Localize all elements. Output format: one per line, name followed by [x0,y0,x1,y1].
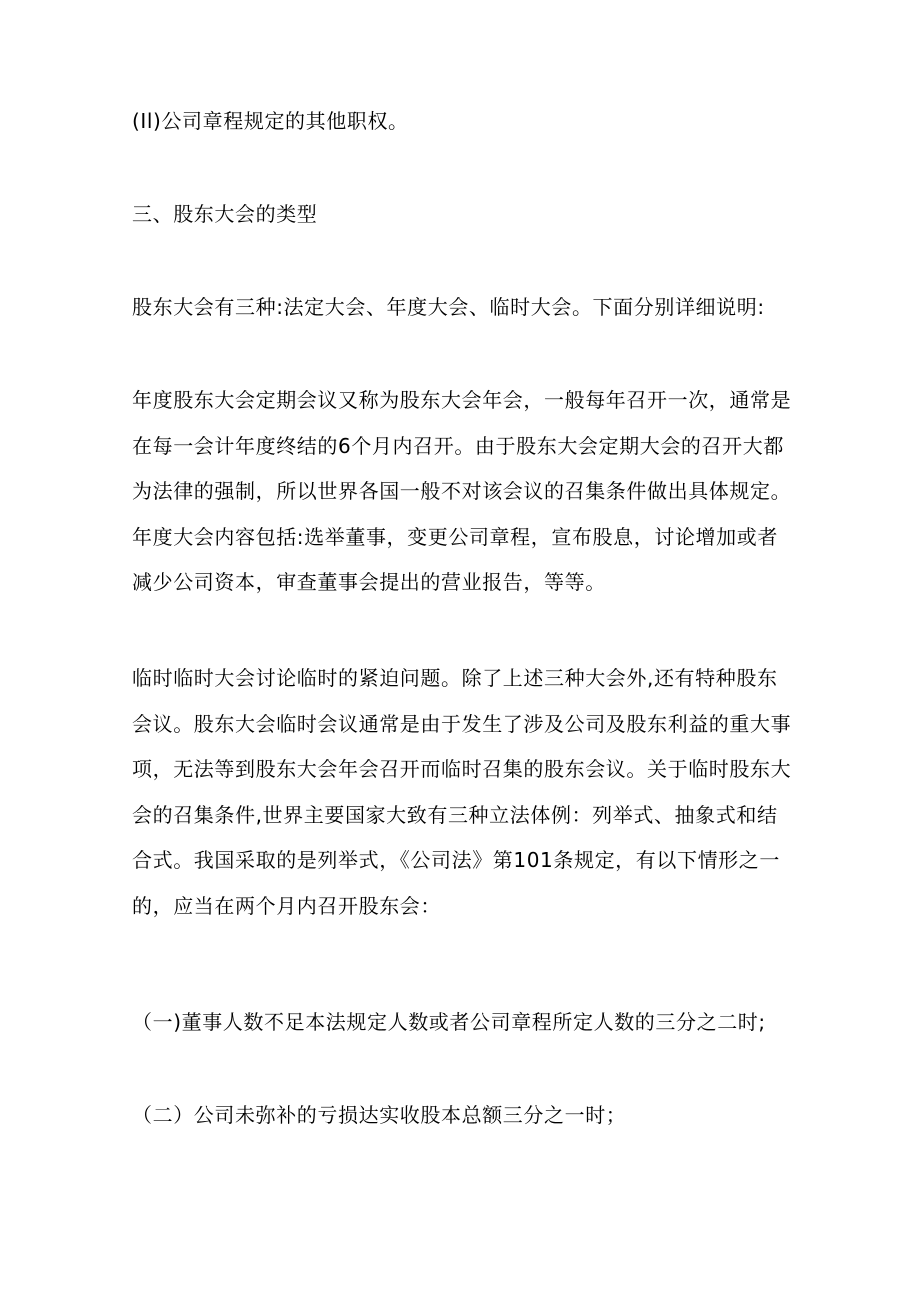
paragraph-extraordinary-meeting: 临时临时大会讨论临时的紧迫问题。除了上述三种大会外,还有特种股东会议。股东大会临时会议通常是由于发生了涉及公司及股东利益的重大事项，无法等到股东大会年会召开而临时召集的股东会议。关于临时股东大会的召集条件,世界主要国家大致有三种立法体例：列举式、抽象式和结合式。我国采取的是列举式，《公司法》第101条规定，有以下情形之一的，应当在两个月内召开股东会： [132,666,792,918]
paragraph-article-powers: (Il)公司章程规定的其他职权。 [132,109,409,133]
section-heading: 三、股东大会的类型 [132,202,318,226]
list-item-condition-2: （二）公司未弥补的亏损达实收股本总额三分之一时； [132,1103,627,1127]
list-item-condition-1: （一)董事人数不足本法规定人数或者公司章程所定人数的三分之二时; [132,1010,766,1034]
paragraph-meeting-types: 股东大会有三种:法定大会、年度大会、临时大会。下面分别详细说明: [132,295,765,319]
paragraph-annual-meeting: 年度股东大会定期会议又称为股东大会年会，一般每年召开一次，通常是在每一会计年度终结的6个月内召开。由于股东大会定期大会的召开大都为法律的强制，所以世界各国一般不对该会议的召集条件做出具体规定。年度大会内容包括:选举董事，变更公司章程，宣布股息，讨论增加或者减少公司资本，审查董事会提出的营业报告，等等。 [132,388,792,594]
